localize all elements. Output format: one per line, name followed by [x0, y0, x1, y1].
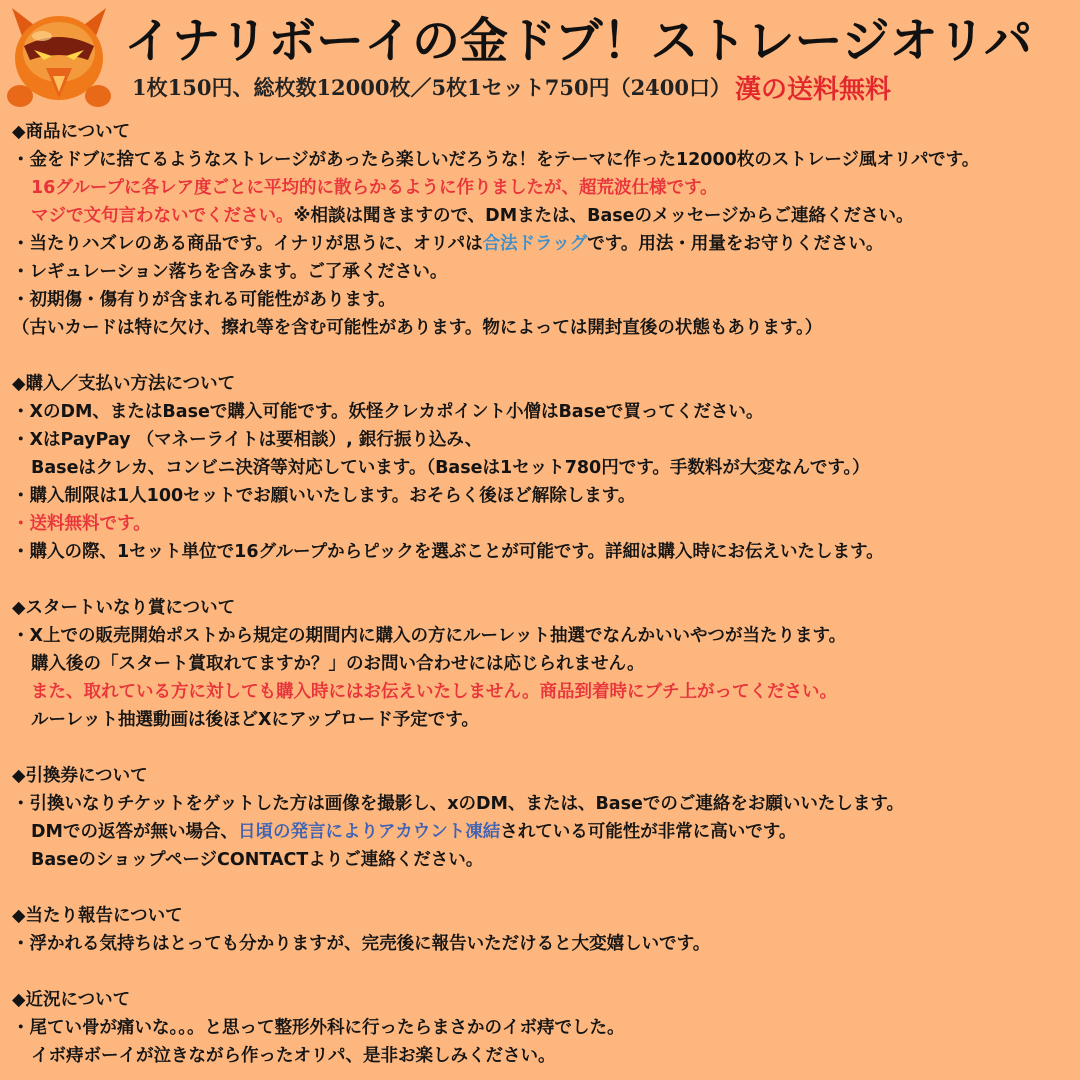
list-item: ・浮かれる気持ちはとっても分かりますが、完売後に報告いただけると大変嬉しいです。 [12, 934, 711, 954]
spacer [12, 734, 1076, 762]
spacer [12, 958, 1076, 986]
fox-mascot-logo [4, 6, 114, 114]
list-item: ・レギュレーション落ちを含みます。ご了承ください。 [12, 262, 448, 282]
list-text: されている可能性が非常に高いです。 [500, 822, 797, 842]
subtitle-row [132, 70, 891, 104]
list-item: 購入後の「スタート賞取れてますか？」のお問い合わせには応じられません。 [31, 654, 645, 674]
section-heading-recent: ◆近況について [12, 990, 131, 1010]
list-item [12, 230, 1076, 258]
price-subtitle: 1枚150円、総枚数12000枚／5枚1セット750円（2400口） [132, 75, 732, 100]
list-item: ルーレット抽選動画は後ほどXにアップロード予定です。 [31, 710, 479, 730]
list-item: イボ痔ボーイが泣きながら作ったオリパ、是非お楽しみください。 [31, 1046, 556, 1066]
section-heading-purchase: ◆購入／支払い方法について [12, 374, 236, 394]
list-text: DMでの返答が無い場合、 [31, 822, 238, 842]
list-item: ・X上での販売開始ポストから規定の期間内に購入の方にルーレット抽選でなんかいいやつが当たります。 [12, 626, 847, 646]
section-heading-start: ◆スタートいなり賞について [12, 598, 236, 618]
section-heading-voucher: ◆引換券について [12, 766, 148, 786]
spacer [12, 874, 1076, 902]
spacer [12, 566, 1076, 594]
list-item: Baseはクレカ、コンビニ決済等対応しています。（Baseは1セット780円です。手数料が大変なんです。） [31, 458, 870, 478]
list-item: BaseのショップページCONTACTよりご連絡ください。 [31, 850, 484, 870]
list-item: ・XはPayPay （マネーライトは要相談）, 銀行振り込み、 [12, 430, 483, 450]
list-item: 16グループに各レア度ごとに平均的に散らかるように作りましたが、超荒波仕様です。 [31, 178, 718, 198]
list-text: です。用法・用量をお守りください。 [587, 234, 884, 254]
list-item: （古いカードは特に欠け、擦れ等を含む可能性があります。物によっては開封直後の状態もあります。） [12, 318, 823, 338]
list-item: ・購入の際、1セット単位で16グループからピックを選ぶことが可能です。詳細は購入時にお伝えいたします。 [12, 542, 884, 562]
list-item [12, 818, 1076, 846]
list-text: ・当たりハズレのある商品です。イナリが思うに、オリパは [12, 234, 483, 254]
list-item: ・尾てい骨が痛いな。。。と思って整形外科に行ったらまさかのイボ痔でした。 [12, 1018, 625, 1038]
highlight-text: 日頃の発言によりアカウント凍結 [237, 822, 501, 842]
list-item [12, 202, 1076, 230]
section-heading-product: ◆商品について [12, 122, 131, 142]
list-item: ・引換いなりチケットをゲットした方は画像を撮影し、xのDM、または、Baseでのご連絡をお願いいたします。 [12, 794, 904, 814]
page-title: イナリボーイの金ドブ！ストレージオリパ [124, 13, 1033, 69]
note-text: ※相談は聞きますので、DMまたは、Baseのメッセージからご連絡ください。 [293, 206, 914, 226]
spacer [12, 342, 1076, 370]
list-item: ・金をドブに捨てるようなストレージがあったら楽しいだろうな！をテーマに作った12000枚のストレージ風オリパです。 [12, 150, 980, 170]
list-item: ・購入制限は1人100セットでお願いいたします。おそらく後ほど解除します。 [12, 486, 636, 506]
list-item: また、取れている方に対しても購入時にはお伝えいたしません。商品到着時にブチ上がってください。 [31, 682, 838, 702]
list-item: ・XのDM、またはBaseで購入可能です。妖怪クレカポイント小僧はBaseで買ってください。 [12, 402, 764, 422]
free-shipping-badge: 漢の送料無料 [735, 74, 892, 105]
list-item: ・初期傷・傷有りが含まれる可能性があります。 [12, 290, 396, 310]
list-item: ・送料無料です。 [12, 514, 151, 534]
highlight-text: 合法ドラッグ [482, 234, 588, 254]
section-heading-report: ◆当たり報告について [12, 906, 183, 926]
info-content [12, 118, 1076, 1070]
warning-text: マジで文句言わないでください。 [31, 206, 294, 226]
